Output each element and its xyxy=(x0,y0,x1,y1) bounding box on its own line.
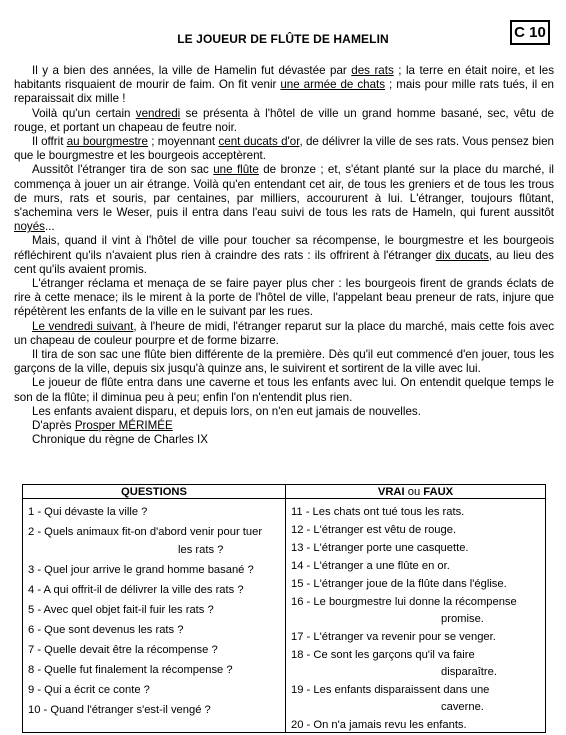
questions-column xyxy=(23,499,286,733)
questions-header: QUESTIONS xyxy=(23,485,286,499)
statement-item: 13 - L'étranger porte une casquette. xyxy=(291,542,469,554)
page-title: LE JOUEUR DE FLÛTE DE HAMELIN xyxy=(177,32,389,46)
question-item: 5 - Avec quel objet fait-il fuir les rats ? xyxy=(28,604,214,616)
question-item: 7 - Quelle devait être la récompense ? xyxy=(28,644,218,656)
paragraph-6: L'étranger réclama et menaça de se faire payer plus cher : les bourgeois firent de grands éclats de rire à cette menace; ils le mirent à la porte de l'hôtel de ville, l'appelant beau preneur de rats, injure que répétèrent les enfants de la ville en le suivant par les rues. xyxy=(14,277,554,319)
statement-item-continued: caverne. xyxy=(441,701,484,713)
paragraph-3: Il offrit au bourgmestre ; moyennant cent ducats d'or, de délivrer la ville de ses rats. Vous pensez bien que le bourgmestre et les bourgeois acceptèrent. xyxy=(14,135,555,163)
question-item: 10 - Quand l'étranger s'est-il vengé ? xyxy=(28,704,211,716)
vrai-faux-header: VRAI ou FAUX xyxy=(286,485,546,499)
question-item: 2 - Quels animaux fit-on d'abord venir pour tuer xyxy=(28,526,263,538)
statement-item: 15 - L'étranger joue de la flûte dans l'église. xyxy=(291,578,507,590)
statement-item-continued: disparaître. xyxy=(441,666,497,678)
paragraph-4: Aussitôt l'étranger tira de son sac une flûte de bronze ; et, s'étant planté sur la place du marché, il commença à jouer un air étrange. Voilà qu'en entendant cet air, de tous les greniers et de tous les trous de murs, rats et souris, par centaines, par milliers, accoururent à lui. L'étranger, toujours flûtant, s'achemina vers le Weser, puis il entra dans l'eau suivi de tous les rats de Hameln, qui furent aussitôt noyés... xyxy=(14,163,554,234)
question-item: 3 - Quel jour arrive le grand homme basané ? xyxy=(28,564,254,576)
paragraph-9: Le joueur de flûte entra dans une caverne et tous les enfants avec lui. On entendit quelque temps le son de la flûte; il diminua peu à peu; enfin l'on n'entendit plus rien. xyxy=(14,376,554,404)
paragraph-1: Il y a bien des années, la ville de Hamelin fut dévastée par des rats ; la terre en était noire, et les habitants risquaient de mourir de faim. On fit venir une armée de chats ; mais pour mille rats tués, il en reparaissait dix mille ! xyxy=(14,64,554,106)
exercise-code-badge: C 10 xyxy=(510,20,550,45)
attribution-author: D'après Prosper MÉRIMÉE xyxy=(32,419,173,433)
question-item: 9 - Qui a écrit ce conte ? xyxy=(28,684,150,696)
statement-item: 12 - L'étranger est vêtu de rouge. xyxy=(291,524,457,536)
questions-table xyxy=(22,484,546,733)
statement-item: 20 - On n'a jamais revu les enfants. xyxy=(291,719,467,731)
question-item: 4 - A qui offrit-il de délivrer la ville des rats ? xyxy=(28,584,244,596)
question-item: 8 - Quelle fut finalement la récompense ? xyxy=(28,664,233,676)
story-text xyxy=(14,64,554,447)
question-item-continued: les rats ? xyxy=(178,544,224,556)
paragraph-2: Voilà qu'un certain vendredi se présenta à l'hôtel de ville un grand homme basané, sec, vêtu de rouge, et portant un chapeau de feutre noir. xyxy=(14,106,554,134)
question-item: 1 - Qui dévaste la ville ? xyxy=(28,506,148,518)
statement-item: 19 - Les enfants disparaissent dans une xyxy=(291,684,490,696)
paragraph-10: Les enfants avaient disparu, et depuis lors, on n'en eut jamais de nouvelles. xyxy=(32,404,421,418)
paragraph-8: Il tira de son sac une flûte bien différente de la première. Dès qu'il eut commencé d'en jouer, tous les garçons de la ville, depuis six jusqu'à quinze ans, le suivirent et sortirent de la ville avec lui. xyxy=(14,348,554,376)
statement-item: 14 - L'étranger a une flûte en or. xyxy=(291,560,450,572)
statement-item: 18 - Ce sont les garçons qu'il va faire xyxy=(291,649,475,661)
question-item: 6 - Que sont devenus les rats ? xyxy=(28,624,184,636)
statement-item: 17 - L'étranger va revenir pour se venger. xyxy=(291,631,496,643)
paragraph-5: Mais, quand il vint à l'hôtel de ville pour toucher sa récompense, le bourgmestre et les bourgeois réfléchirent qu'ils n'avaient plus rien à craindre des rats : ils offrirent à l'étranger dix ducats, au lieu des cent qu'ils avaient promis. xyxy=(14,234,554,276)
statement-item-continued: promise. xyxy=(441,613,484,625)
paragraph-7: Le vendredi suivant, à l'heure de midi, l'étranger reparut sur la place du marché, mais cette fois avec un chapeau de couleur pourpre et de forme bizarre. xyxy=(14,319,554,347)
vrai-faux-column xyxy=(286,499,546,733)
statement-item: 11 - Les chats ont tué tous les rats. xyxy=(291,506,465,518)
attribution-source: Chronique du règne de Charles IX xyxy=(32,433,208,447)
statement-item: 16 - Le bourgmestre lui donne la récompense xyxy=(291,596,517,608)
